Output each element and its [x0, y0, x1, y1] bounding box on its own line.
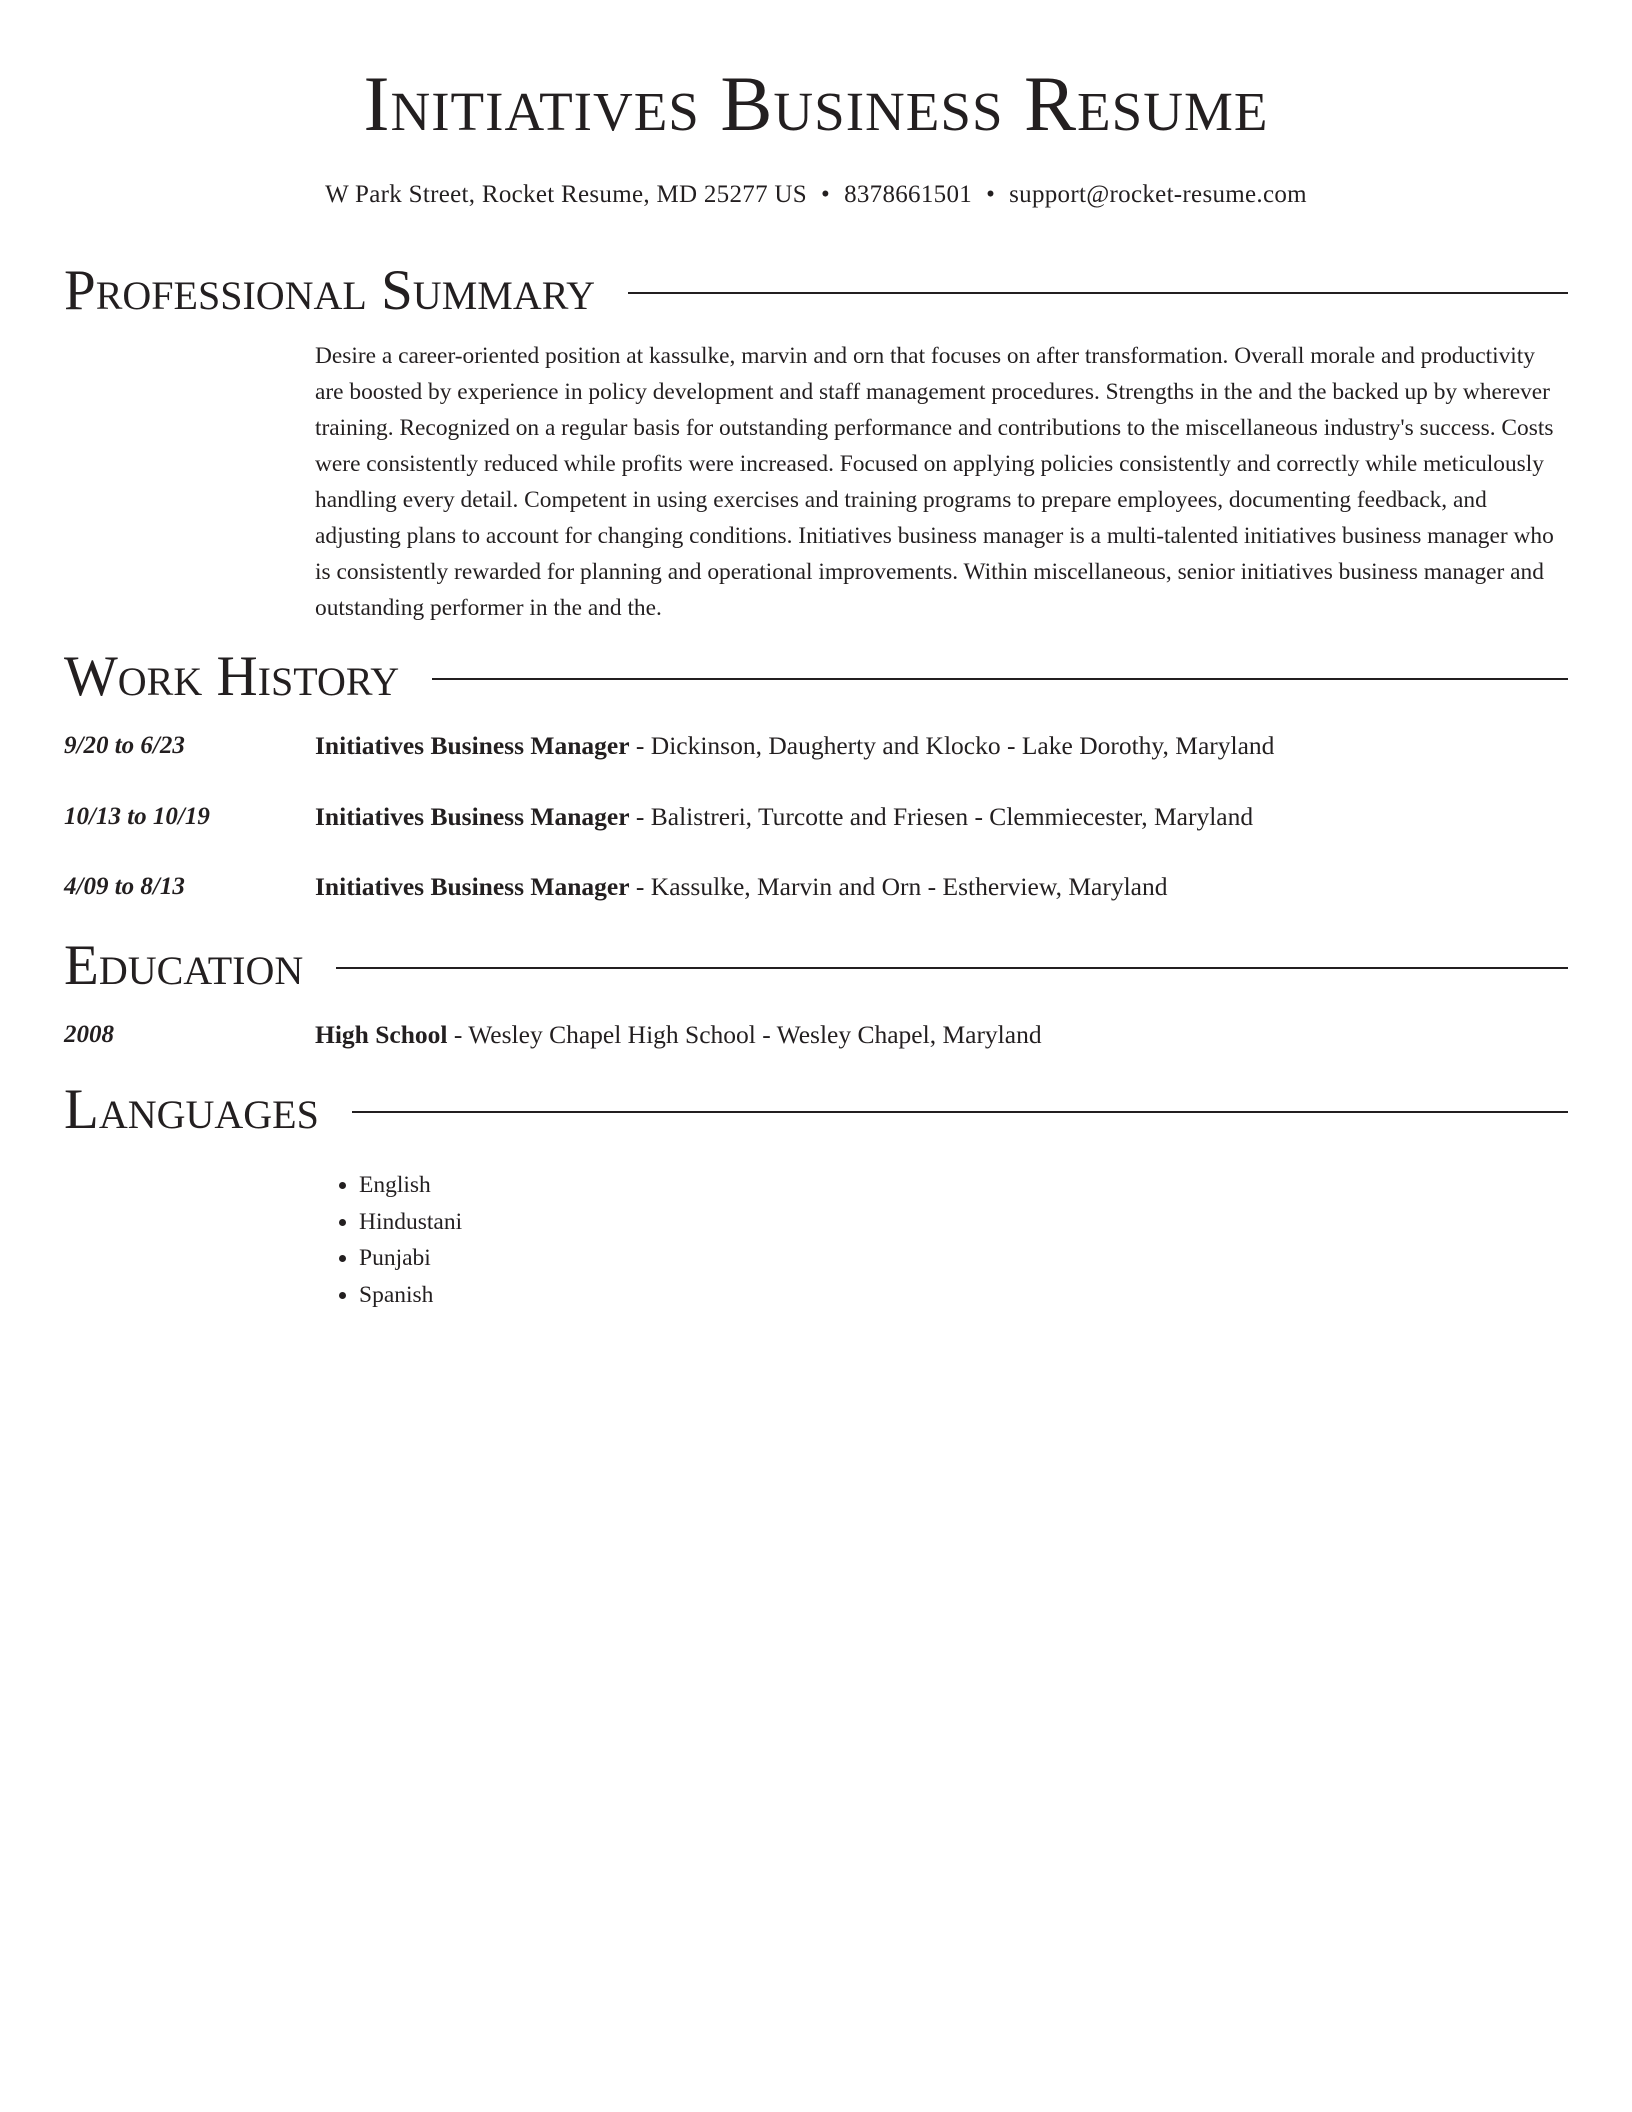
- work-entry: [64, 871, 1568, 903]
- education-heading: Education: [64, 934, 304, 997]
- contact-line: [64, 180, 1568, 210]
- job-title: Initiatives Business Manager: [315, 802, 630, 831]
- work-description: [315, 871, 1167, 903]
- summary-heading: Professional Summary: [64, 259, 596, 322]
- school-location: - Wesley Chapel High School - Wesley Chapel, Maryland: [447, 1020, 1042, 1049]
- education-year: 2008: [64, 1021, 114, 1048]
- resume-title: Initiatives Business Resume: [363, 60, 1269, 147]
- work-history-heading: Work History: [64, 645, 400, 708]
- employer-location: - Dickinson, Daugherty and Klocko - Lake Dorothy, Maryland: [629, 731, 1275, 760]
- education-description: [315, 1019, 1042, 1051]
- contact-separator: •: [821, 181, 831, 208]
- work-dates: 9/20 to 6/23: [64, 732, 185, 759]
- section-divider: [432, 678, 1568, 680]
- employer-location: - Kassulke, Marvin and Orn - Estherview, Maryland: [629, 872, 1168, 901]
- work-description: [315, 730, 1274, 762]
- work-history-list: [64, 730, 1568, 903]
- education-section-header: [64, 931, 1568, 1001]
- email-text: support@rocket-resume.com: [1009, 181, 1307, 208]
- job-title: Initiatives Business Manager: [315, 731, 630, 760]
- section-divider: [628, 292, 1568, 294]
- section-divider: [336, 967, 1568, 969]
- section-divider: [352, 1111, 1568, 1113]
- contact-separator: •: [986, 181, 996, 208]
- work-entry: [64, 801, 1568, 833]
- employer-location: - Balistreri, Turcotte and Friesen - Clemmiecester, Maryland: [629, 802, 1254, 831]
- address-text: W Park Street, Rocket Resume, MD 25277 US: [325, 181, 807, 208]
- work-description: [315, 801, 1253, 833]
- job-title: Initiatives Business Manager: [315, 872, 630, 901]
- work-dates: 10/13 to 10/19: [64, 803, 210, 830]
- phone-text: 8378661501: [844, 181, 973, 208]
- language-item: • English: [359, 1167, 1568, 1204]
- summary-paragraph: Desire a career-oriented position at kassulke, marvin and orn that focuses on after transformation. Overall morale and productivity are boosted by experience in policy development and staff management procedures. Strengths in the and the backed up by wherever training. Recognized on a regular basis for outstanding performance and contributions to the miscellaneous industry's success. Costs were consistently reduced while profits were increased. Focused on applying policies consistently and correctly while meticulously handling every detail. Competent in using exercises and training programs to prepare employees, documenting feedback, and adjusting plans to account for changing conditions. Initiatives business manager is a multi-talented initiatives business manager who is consistently rewarded for planning and operational improvements. Within miscellaneous, senior initiatives business manager and outstanding performer in the and the.: [315, 343, 1554, 621]
- work-entry: [64, 730, 1568, 762]
- languages-heading: Languages: [64, 1078, 319, 1141]
- education-entry: [64, 1019, 1568, 1051]
- languages-list: [315, 1167, 1568, 1313]
- language-item: • Hindustani: [359, 1204, 1568, 1241]
- work-dates: 4/09 to 8/13: [64, 873, 185, 900]
- degree-title: High School: [315, 1020, 448, 1049]
- work-section-header: [64, 642, 1568, 712]
- language-item: • Punjabi: [359, 1240, 1568, 1277]
- education-list: [64, 1019, 1568, 1051]
- summary-section-header: [64, 256, 1568, 326]
- language-item: • Spanish: [359, 1277, 1568, 1314]
- languages-section-header: [64, 1075, 1568, 1145]
